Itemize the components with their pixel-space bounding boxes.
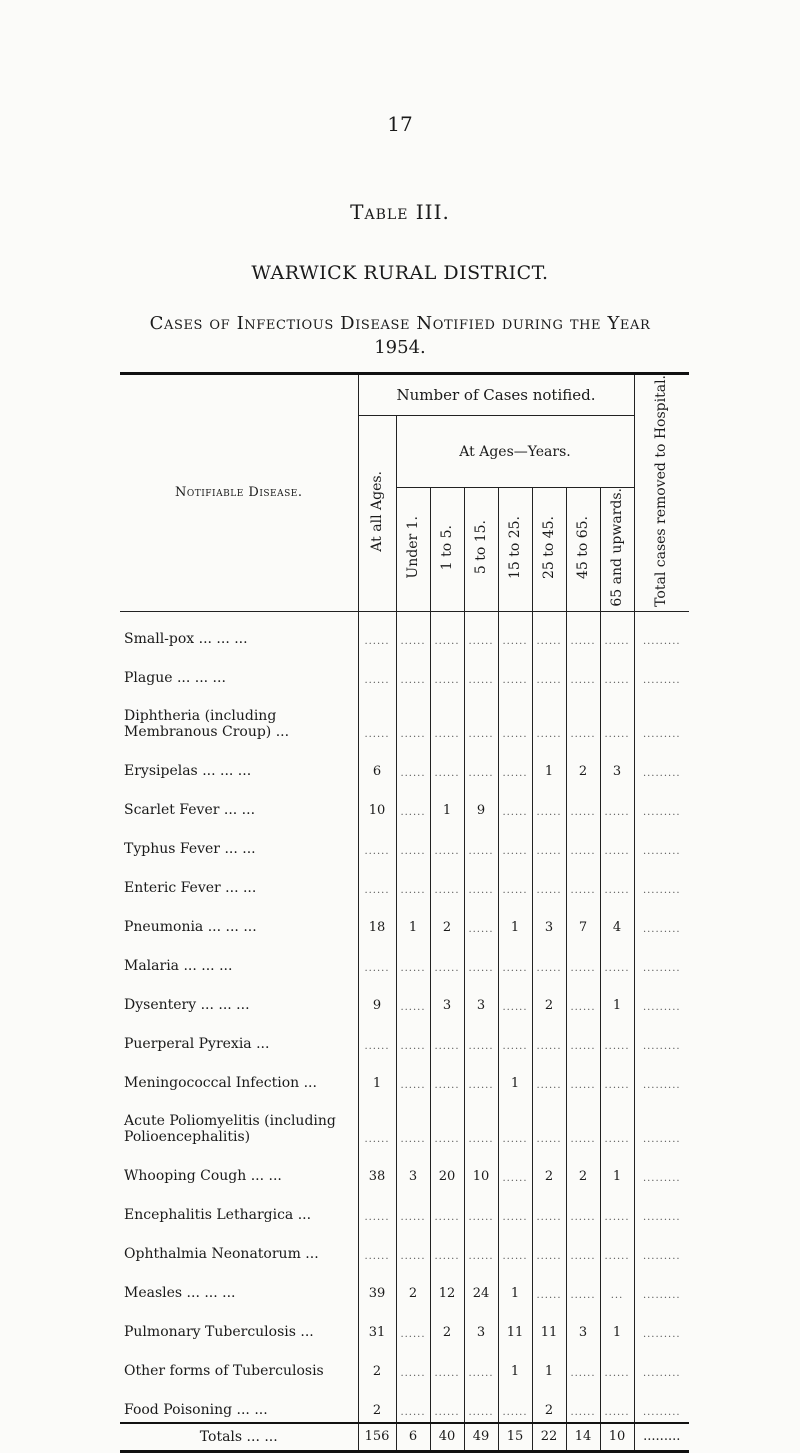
table-cell: ......	[532, 1188, 566, 1227]
table-cell: 38	[358, 1149, 396, 1188]
table-cell: ......	[498, 651, 532, 690]
table-cell: ......	[566, 690, 600, 744]
table-cell: .........	[634, 1305, 689, 1344]
total-cell: 6	[396, 1423, 430, 1452]
table-row	[120, 900, 689, 939]
table-cell: ......	[358, 611, 396, 651]
table-cell: ......	[464, 1095, 498, 1149]
table-cell: ......	[358, 822, 396, 861]
table-cell: ......	[600, 651, 634, 690]
table-cell: ......	[464, 861, 498, 900]
table-cell: .........	[634, 1227, 689, 1266]
table-cell: ......	[430, 822, 464, 861]
table-cell: .........	[634, 1056, 689, 1095]
table-cell: ......	[396, 651, 430, 690]
table-cell: ......	[498, 1188, 532, 1227]
table-cell: 3	[464, 1305, 498, 1344]
table-cell: ......	[396, 1227, 430, 1266]
table-cell: 1	[498, 900, 532, 939]
table-cell: ......	[566, 1344, 600, 1383]
table-cell: ......	[430, 744, 464, 783]
table-cell: .........	[634, 861, 689, 900]
disease-name: Puerperal Pyrexia ...	[124, 1035, 270, 1052]
table-cell: 7	[566, 900, 600, 939]
table-cell: ......	[430, 690, 464, 744]
table-cell: ......	[532, 939, 566, 978]
table-cell: ......	[430, 1344, 464, 1383]
table-cell: .........	[634, 1017, 689, 1056]
disease-name: Enteric Fever ... ...	[124, 879, 257, 896]
table-cell: ......	[430, 1383, 464, 1423]
table-cell: ......	[396, 744, 430, 783]
table-cell: ......	[498, 1227, 532, 1266]
table-cell: ......	[396, 1383, 430, 1423]
table-cell: 3	[430, 978, 464, 1017]
table-cell: ......	[358, 1188, 396, 1227]
table-row	[120, 1305, 689, 1344]
disease-name: Measles ... ... ...	[124, 1284, 236, 1301]
table-cell: ......	[498, 1383, 532, 1423]
table-cell: ......	[464, 1188, 498, 1227]
disease-name: Scarlet Fever ... ...	[124, 801, 256, 818]
table-row	[120, 1188, 689, 1227]
table-cell: 3	[600, 744, 634, 783]
table-cell: .........	[634, 744, 689, 783]
table-cell: ......	[396, 978, 430, 1017]
disease-name: Pneumonia ... ... ...	[124, 918, 257, 935]
table-cell: ......	[430, 1095, 464, 1149]
table-cell: ......	[358, 1095, 396, 1149]
disease-name: Encephalitis Lethargica ...	[124, 1206, 312, 1223]
total-cell: 14	[566, 1423, 600, 1452]
table-cell: ......	[532, 861, 566, 900]
disease-name: Food Poisoning ... ...	[124, 1401, 268, 1418]
table-cell: ......	[430, 861, 464, 900]
table-cell: 6	[358, 744, 396, 783]
table-cell: 2	[532, 1149, 566, 1188]
table-cell: ......	[358, 1017, 396, 1056]
table-cell: ......	[532, 1056, 566, 1095]
total-cell: 10	[600, 1423, 634, 1452]
table-cell: .........	[634, 651, 689, 690]
table-cell: ......	[566, 939, 600, 978]
table-cell: ......	[498, 783, 532, 822]
table-title: Table III.	[350, 200, 450, 224]
table-cell: ......	[464, 611, 498, 651]
table-cell: ......	[532, 783, 566, 822]
table-cell: ......	[566, 783, 600, 822]
table-cell: 1	[358, 1056, 396, 1095]
table-cell: ......	[600, 1227, 634, 1266]
table-cell: 4	[600, 900, 634, 939]
table-cell: ......	[600, 1188, 634, 1227]
table-cell: ......	[600, 783, 634, 822]
disease-name: Pulmonary Tuberculosis ...	[124, 1323, 314, 1340]
table-row	[120, 978, 689, 1017]
table-cell: ......	[464, 651, 498, 690]
disease-name: Typhus Fever ... ...	[124, 840, 256, 857]
table-row	[120, 1017, 689, 1056]
disease-name: Acute Poliomyelitis (including Polioencephalitis)	[124, 1112, 336, 1145]
disease-name: Malaria ... ... ...	[124, 957, 233, 974]
table-cell: ......	[396, 1188, 430, 1227]
infectious-disease-table	[120, 372, 689, 1453]
table-cell: 1	[600, 1149, 634, 1188]
table-cell: ......	[464, 900, 498, 939]
table-cell: ......	[464, 1056, 498, 1095]
table-cell: 18	[358, 900, 396, 939]
table-cell: ...	[600, 1266, 634, 1305]
table-row	[120, 822, 689, 861]
table-cell: ......	[464, 744, 498, 783]
disease-name: Diphtheria (including Membranous Croup) ...	[124, 707, 290, 740]
table-cell: ......	[464, 1383, 498, 1423]
table-cell: 1	[532, 744, 566, 783]
table-cell: ......	[566, 1266, 600, 1305]
table-cell: ......	[566, 978, 600, 1017]
total-cell: 40	[430, 1423, 464, 1452]
disease-name: Dysentery ... ... ...	[124, 996, 250, 1013]
col-header-under-1: Under 1.	[396, 488, 430, 612]
table-row	[120, 1095, 689, 1149]
col-header-all-ages: At all Ages.	[358, 416, 396, 612]
table-cell: ......	[566, 1056, 600, 1095]
table-cell: ......	[532, 651, 566, 690]
total-cell: .........	[634, 1423, 689, 1452]
table-cell: 1	[532, 1344, 566, 1383]
table-cell: .........	[634, 1344, 689, 1383]
table-cell: ......	[498, 978, 532, 1017]
table-cell: ......	[600, 1383, 634, 1423]
table-cell: ......	[464, 1017, 498, 1056]
table-row	[120, 690, 689, 744]
table-cell: ......	[532, 1227, 566, 1266]
col-header-25-to-45: 25 to 45.	[532, 488, 566, 612]
table-cell: 2	[430, 1305, 464, 1344]
total-cell: 15	[498, 1423, 532, 1452]
table-cell: ......	[498, 861, 532, 900]
table-cell: 2	[532, 978, 566, 1017]
table-cell: 9	[464, 783, 498, 822]
table-cell: ......	[358, 861, 396, 900]
table-cell: 2	[358, 1383, 396, 1423]
table-cell: .........	[634, 1266, 689, 1305]
table-cell: 20	[430, 1149, 464, 1188]
at-ages-header: At Ages—Years.	[396, 416, 634, 488]
table-cell: ......	[464, 1344, 498, 1383]
col-header-65-upwards: 65 and upwards.	[600, 488, 634, 612]
table-cell: ......	[498, 822, 532, 861]
table-cell: 11	[532, 1305, 566, 1344]
table-cell: ......	[396, 1056, 430, 1095]
col-header-45-to-65: 45 to 65.	[566, 488, 600, 612]
table-cell: ......	[498, 1095, 532, 1149]
district-heading: WARWICK RURAL DISTRICT.	[251, 262, 549, 284]
table-cell: ......	[430, 1188, 464, 1227]
table-cell: ......	[566, 611, 600, 651]
table-cell: 2	[532, 1383, 566, 1423]
table-cell: ......	[498, 1017, 532, 1056]
table-cell: .........	[634, 1149, 689, 1188]
table-cell: 9	[358, 978, 396, 1017]
table-cell: 3	[396, 1149, 430, 1188]
table-cell: 1	[600, 978, 634, 1017]
table-cell: 3	[532, 900, 566, 939]
table-cell: 2	[566, 744, 600, 783]
table-cell: 3	[566, 1305, 600, 1344]
table-cell: ......	[464, 939, 498, 978]
table-row	[120, 783, 689, 822]
table-cell: .........	[634, 900, 689, 939]
table-cell: ......	[430, 651, 464, 690]
table-cell: ......	[566, 822, 600, 861]
table-cell: 1	[430, 783, 464, 822]
table-cell: ......	[600, 611, 634, 651]
table-row	[120, 1056, 689, 1095]
table-cell: ......	[600, 822, 634, 861]
table-cell: ......	[396, 1344, 430, 1383]
table-cell: .........	[634, 1383, 689, 1423]
table-cell: ......	[358, 939, 396, 978]
table-cell: 24	[464, 1266, 498, 1305]
disease-name: Ophthalmia Neonatorum ...	[124, 1245, 319, 1262]
col-header-5-to-15: 5 to 15.	[464, 488, 498, 612]
disease-name: Erysipelas ... ... ...	[124, 762, 252, 779]
table-row	[120, 939, 689, 978]
table-row	[120, 1344, 689, 1383]
table-row	[120, 1149, 689, 1188]
table-cell: ......	[430, 1227, 464, 1266]
table-row	[120, 611, 689, 651]
table-year: 1954.	[374, 337, 426, 358]
table-row	[120, 1383, 689, 1423]
table-cell: 2	[358, 1344, 396, 1383]
table-cell: ......	[566, 1017, 600, 1056]
table-cell: 2	[396, 1266, 430, 1305]
disease-name: Whooping Cough ... ...	[124, 1167, 282, 1184]
table-cell: ......	[396, 1017, 430, 1056]
table-cell: .........	[634, 611, 689, 651]
table-row	[120, 1227, 689, 1266]
table-cell: ......	[498, 690, 532, 744]
table-cell: 39	[358, 1266, 396, 1305]
table-cell: ......	[532, 1017, 566, 1056]
page-number: 17	[387, 112, 413, 136]
table-cell: 10	[358, 783, 396, 822]
table-cell: ......	[430, 1017, 464, 1056]
table-cell: ......	[430, 1056, 464, 1095]
table-cell: 11	[498, 1305, 532, 1344]
table-cell: 3	[464, 978, 498, 1017]
table-cell: ......	[532, 690, 566, 744]
table-cell: ......	[358, 690, 396, 744]
table-cell: ......	[600, 1056, 634, 1095]
table-cell: 1	[396, 900, 430, 939]
table-cell: ......	[464, 690, 498, 744]
table-cell: ......	[600, 690, 634, 744]
totals-row	[120, 1423, 689, 1452]
table-cell: ......	[600, 1095, 634, 1149]
number-notified-header: Number of Cases notified.	[358, 374, 634, 416]
table-row	[120, 744, 689, 783]
table-cell: ......	[532, 822, 566, 861]
disease-name: Meningococcal Infection ...	[124, 1074, 317, 1091]
disease-name: Small-pox ... ... ...	[124, 630, 248, 647]
table-cell: ......	[532, 611, 566, 651]
table-cell: ......	[566, 861, 600, 900]
table-cell: ......	[600, 861, 634, 900]
table-row	[120, 1266, 689, 1305]
table-subtitle: Cases of Infectious Disease Notified during the Year	[149, 313, 651, 334]
table-cell: .........	[634, 939, 689, 978]
totals-label: Totals ... ...	[120, 1423, 358, 1452]
table-cell: ......	[498, 939, 532, 978]
table-cell: ......	[396, 690, 430, 744]
table-cell: ......	[430, 939, 464, 978]
table-cell: .........	[634, 1095, 689, 1149]
table-cell: .........	[634, 690, 689, 744]
table-cell: .........	[634, 822, 689, 861]
table-cell: .........	[634, 1188, 689, 1227]
table-cell: ......	[566, 1227, 600, 1266]
table-cell: 31	[358, 1305, 396, 1344]
table-cell: ......	[600, 1017, 634, 1056]
table-cell: ......	[396, 822, 430, 861]
table-cell: ......	[600, 939, 634, 978]
table-cell: ......	[396, 939, 430, 978]
table-cell: 1	[600, 1305, 634, 1344]
table-cell: ......	[396, 1095, 430, 1149]
table-cell: ......	[566, 1095, 600, 1149]
table-cell: ......	[498, 611, 532, 651]
table-cell: ......	[532, 1266, 566, 1305]
table-row	[120, 651, 689, 690]
col-header-1-to-5: 1 to 5.	[430, 488, 464, 612]
total-cell: 22	[532, 1423, 566, 1452]
disease-column-header: Notifiable Disease.	[120, 374, 358, 612]
table-cell: .........	[634, 783, 689, 822]
table-cell: ......	[464, 822, 498, 861]
disease-name: Plague ... ... ...	[124, 669, 226, 686]
table-cell: ......	[532, 1095, 566, 1149]
total-cell: 49	[464, 1423, 498, 1452]
table-cell: ......	[464, 1227, 498, 1266]
table-cell: ......	[430, 611, 464, 651]
table-cell: ......	[396, 783, 430, 822]
table-cell: 2	[566, 1149, 600, 1188]
hospital-column-header: Total cases removed to Hospital.	[634, 374, 689, 612]
table-row	[120, 861, 689, 900]
table-cell: 1	[498, 1056, 532, 1095]
table-cell: 1	[498, 1266, 532, 1305]
table-cell: ......	[566, 1383, 600, 1423]
col-header-15-to-25: 15 to 25.	[498, 488, 532, 612]
table-cell: ......	[498, 1149, 532, 1188]
table-cell: ......	[498, 744, 532, 783]
table-cell: 2	[430, 900, 464, 939]
table-cell: ......	[566, 651, 600, 690]
table-cell: ......	[358, 651, 396, 690]
disease-name: Other forms of Tuberculosis	[124, 1362, 324, 1379]
total-cell: 156	[358, 1423, 396, 1452]
table-cell: 10	[464, 1149, 498, 1188]
table-cell: ......	[396, 1305, 430, 1344]
table-cell: 1	[498, 1344, 532, 1383]
table-cell: ......	[600, 1344, 634, 1383]
table-cell: 12	[430, 1266, 464, 1305]
table-cell: ......	[396, 861, 430, 900]
table-cell: .........	[634, 978, 689, 1017]
table-cell: ......	[358, 1227, 396, 1266]
table-cell: ......	[396, 611, 430, 651]
table-cell: ......	[566, 1188, 600, 1227]
